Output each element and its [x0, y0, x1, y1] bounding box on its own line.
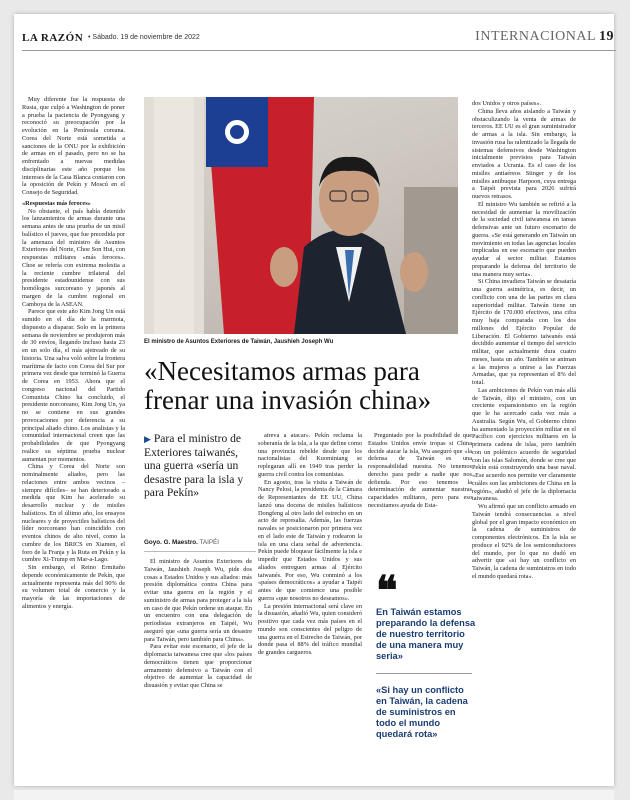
quote-mark-icon: ❝	[376, 568, 398, 613]
intertitle: «Respuestas más feroces»	[22, 199, 91, 207]
column-4	[368, 432, 472, 510]
page-number: 19	[599, 29, 614, 44]
paragraph: dos Unidos y otros países».	[472, 100, 542, 107]
minister-photo	[144, 97, 458, 334]
paragraph: China y Corea del Norte son nominalmente aliados, pero las relaciones entre ambos vecinos –siempre difíciles– se han deteriorado a medida que Kim ha acelerado su desarrollo nuclear y de misiles balísticos. En el último año, los ensayos nucleares y de proyectiles balísticos del líder norcoreano han coincidido con eventos chinos de alto nivel, como la cumbre de los BRICS en Xiamen, el foro de la Franja y la Ruta en Pekín y la cumbre Xi-Trump en Mar-a-Lago.	[22, 463, 125, 564]
paragraph: atreva a atacar». Pekín reclama la soberanía de la isla, a la que define como una provincia rebelde desde que los nacionalistas del Kuomintang se replegaran allí en 1949 tras perder la guerra civil contra los comunistas.	[258, 432, 362, 478]
byline-author: Goyo. G. Maestro.	[144, 539, 198, 546]
paragraph: La presión internacional será clave en la disuasión, añadió Wu, quien consideró positivo que cada vez más países en el mundo son conscientes del peligro de una guerra en el Estrecho de Taiwán, por donde pasa el 88% del tráfico mundial de grandes cargueros.	[258, 602, 362, 656]
photo-illustration	[144, 97, 458, 334]
byline-place: TAIPÉI	[199, 539, 220, 546]
byline-rule	[144, 551, 256, 552]
paragraph: Muy diferente fue la respuesta de Rusia, que culpó a Washington de poner a prueba la paciencia de Pyongyang y reconoció su preocupación por la evolución en la Península coreana. Corea del Norte está sometida a sanciones de la ONU por la exhibición de armas en el pasado, pero no se ha enfrentado a nuevas medidas disciplinarias este año porque los intereses de la Casa Blanca contaron con la oposición de Pekín y Moscú en el Consejo de Seguridad.	[22, 96, 125, 196]
column-2	[144, 558, 252, 690]
photo-caption: El ministro de Asuntos Exteriores de Taiwán, Jaushieh Joseph Wu	[144, 339, 334, 345]
paragraph: Wu afirmó que un conflicto armado en Taiwán tendrá consecuencias a nivel global por el gran impacto económico en la cadena de suministros de componentes electrónicos. En la isla se produce el 92% de los semiconductores del mundo, por lo que no dudó en advertir que «si hay un conflicto en Taiwán, la cadena de suministros en todo el mundo quedará rota».	[472, 503, 576, 580]
page-header	[22, 30, 616, 50]
section-title	[475, 29, 614, 45]
paragraph: Las ambiciones de Pekín van más allá de Taiwán, dijo el ministro, con un creciente expansionismo en la región que le ha acercado cada vez más a Australia. Según Wu, el Gobierno chino ha aumentado la proyección militar en el Pacífico con ejercicios militares en la primera cadena de islas, pero también con un polémico acuerdo de seguridad con las islas Salomón, donde se cree que Pekín está construyendo una base naval. «Ese acuerdo nos permite ver claramente cuáles son las ambiciones de China en la región», añadió el jefe de la diplomacia taiwanesa.	[472, 386, 576, 503]
column-1	[22, 96, 125, 611]
paragraph: Sin embargo, el Reino Ermitaño depende económicamente de Pekín, que actualmente representa más del 90% de su volumen total de comercio y la mayoría de las importaciones de alimentos y energía.	[22, 564, 125, 610]
pull-quote-1: En Taiwán estamos preparando la defensa de nuestro territorio de una manera muy seria»	[376, 607, 476, 661]
triangle-icon: ▶	[144, 434, 151, 444]
header-rule	[22, 50, 616, 51]
paragraph: El ministro Wu también se refirió a la necesidad de aumentar la movilización de la sociedad civil taiwanesa en tareas defensivas ante un futuro escenario de guerra. «Se está generando en Taiwán un movimiento en todas las agencias locales implicadas en ese escenario que pueden ayudar al sector militar. Estamos preparando la defensa del territorio de una manera muy seria».	[472, 200, 576, 278]
paragraph: China lleva años aislando a Taiwán y obstaculizando la venta de armas de terceros. EE UU es el gran suministrador de armas a la isla. Sin embargo, la invasión rusa ha ralentizado la llegada de sistemas defensivos desde Washington inicialmente previstos para Taiwán enviados a Ucrania. Es el caso de los misiles antiaéreos Stinger y de los misiles antibuque Harpoon, cuya entrega a Taipéi prevista para 2026 sufrirá nuevos retrasos.	[472, 107, 576, 200]
paragraph: No obstante, el país había detenido los lanzamientos de armas durante una semana antes de una prueba de un misil balístico el jueves, que fue precedida por la amenaza del ministro de Asuntos Exteriores del Norte, Choe Son Hui, con respuestas militares «más feroces». Choe se refería con extrema molestia a la reciente cumbre trilateral del presidente estadounidense con sus homólogos surcoreano y japonés al margen de la cumbre regional en Camboya de la ASEAN.	[22, 207, 125, 308]
section-name: INTERNACIONAL	[475, 29, 596, 44]
newspaper-logo: LA RAZÓN	[22, 32, 84, 44]
paragraph: Parece que este año Kim Jong Un está sumido en el día de la marmota, dispuesto a disparar. Solo en la primera semana de noviembre se produjeron más de 30 envíos, llegando incluso hasta 23 en un solo día, el más ajetreado de su historia. Una salva voló sobre la frontera marítima de facto con Corea del Sur por primera vez desde que terminó la Guerra de Corea en 1953. Ahora que el congreso nacional del Partido Comunista Chino ha concluido, el presidente norcoreano, Kim Jong Un, ya no se contiene en sus grandes provocaciones por deferencia a su principal aliado chino. Los analistas y la comunidad internacional creen que las probabilidades de que Pyongyang realice su séptima prueba nuclear aumentan por momentos.	[22, 308, 125, 463]
pull-quote-2: «Si hay un conflicto en Taiwán, la cadena de suministros en todo el mundo quedará rota»	[376, 685, 468, 739]
byline	[144, 539, 256, 546]
subheadline	[144, 432, 256, 499]
pull-quote-divider	[376, 673, 472, 674]
paragraph: En agosto, tras la visita a Taiwán de Nancy Pelosi, la presidenta de la Cámara de Representantes de EE UU, China lanzó una docena de misiles balísticos Dongfeng al otro lado del estrecho en un acto de represalia. Además, las fuerzas navales se posicionaron por primera vez en el lado este de Taiwán y rodearon la isla en una clara señal de advertencia. Pekín puede bloquear fácilmente la isla e impedir que Estados Unidos y sus aliados entreguen armas al Ejército taiwanés. Por eso, Wu conminó a los «países democráticos» a ayudar a Taipéi antes de que comience una posible guerra «que nosotros no deseamos».	[258, 478, 362, 602]
paragraph: Si China invadiera Taiwán se desataría una guerra asimétrica, es decir, un conflicto con una de las partes en clara superioridad militar. Taiwán tiene un Ejército de 170.000 efectivos, una cifra muy baja comparada con los dos millones del Ejército Popular de Liberación. El Gobierno taiwanés está decidido aumentar el tiempo del servicio militar, que actualmente dura cuatro meses, hasta un año. También se animan a las mujeres a unirse a las Fuerzas Armadas, que ya representan el 8% del total.	[472, 278, 576, 386]
issue-date: • Sábado. 19 de noviembre de 2022	[88, 34, 200, 41]
page-bottom-margin	[14, 790, 614, 800]
subheadline-text: Para el ministro de Exteriores taiwanés, una guerra «sería un desastre para la isla y para Pekín»	[144, 432, 244, 499]
paragraph: Para evitar este escenario, el jefe de la diplomacia taiwanesa cree que «los países democráticos tienen que proporcionar armamento defensivo a Taiwán con el objetivo de aumentar la capacidad de disuasión y evitar que China se	[144, 643, 252, 689]
column-3	[258, 432, 362, 657]
taiwan-flag-icon	[206, 97, 314, 334]
headline: «Necesitamos armas para frenar una invasión china»	[144, 356, 432, 415]
column-5	[472, 100, 576, 581]
paragraph: Preguntado por la posibilidad de que Estados Unidos envíe tropas si China decide atacar la isla, Wu aseguró que «la defensa de Taiwán es una responsabilidad nuestra. No tenemos derecho para pedir a nadie que nos defienda. Por eso tenemos la determinación de aumentar nuestras capacidades militares, pero para eso necesitamos ayuda de Esta-	[368, 432, 472, 509]
paragraph: El ministro de Asuntos Exteriores de Taiwán, Jaushieh Joseph Wu, pide dos cosas a Estados Unidos y sus aliados: más presión diplomática contra China para evitar una guerra en la región y el suministro de armas para proteger a la isla en caso de que Pekín ordene un ataque. En un encuentro con una delegación de periodistas extranjeros en Taipéi, Wu aseguró que «una guerra sería un desastre para Taiwán, pero también para China».	[144, 558, 252, 643]
